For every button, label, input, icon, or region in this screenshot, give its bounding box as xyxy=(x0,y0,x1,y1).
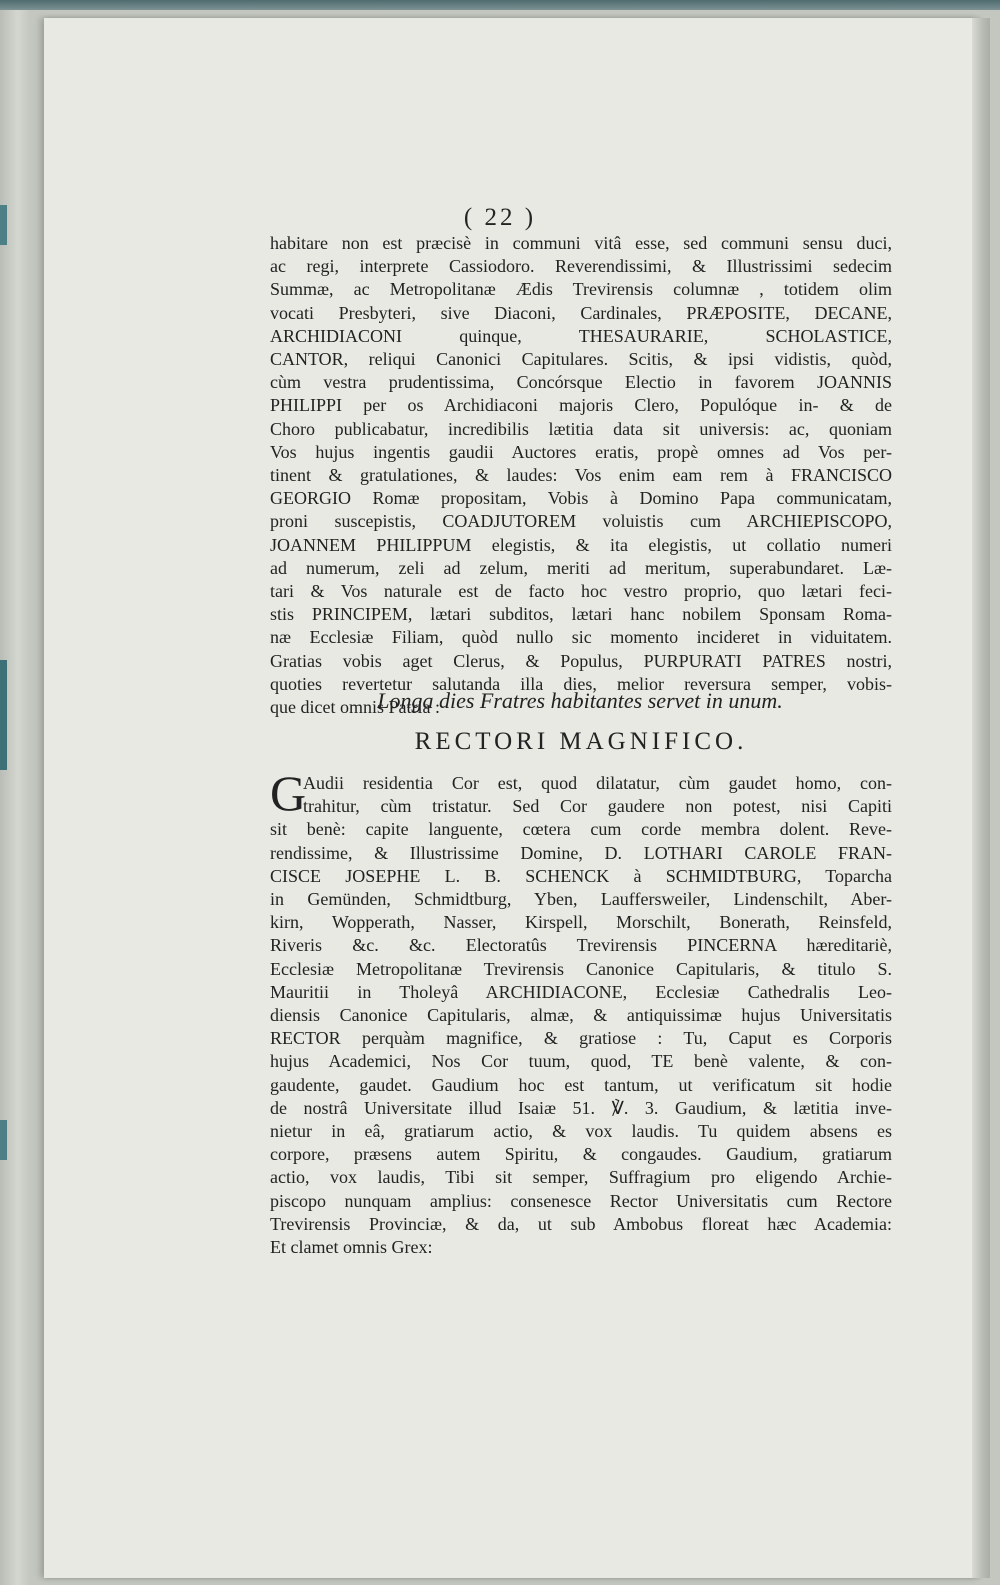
binding-edge-mark xyxy=(0,1120,7,1160)
section-heading: RECTORI MAGNIFICO. xyxy=(414,728,748,755)
text-line: JOANNEM PHILIPPUM elegistis, & ita elegistis, ut collatio numeri xyxy=(270,534,892,555)
text-line: Ecclesiæ Metropolitanæ Trevirensis Canonice Capitularis, & titulo S. xyxy=(270,958,892,979)
text-line: sit benè: capite languente, cœtera cum corde membra dolent. Reve- xyxy=(270,819,892,840)
text-line: piscopo nunquam amplius: consenesce Rector Universitatis cum Rectore xyxy=(270,1190,892,1211)
text-line: Audii residentia Cor est, quod dilatatur, cùm gaudet homo, con- xyxy=(303,773,892,793)
text-line: vocati Presbyteri, sive Diaconi, Cardinales, PRÆPOSITE, DECANE, xyxy=(270,302,892,323)
text-line: Et clamet omnis Grex: xyxy=(270,1237,433,1258)
text-line: hujus Academici, Nos Cor tuum, quod, TE benè valente, & con- xyxy=(270,1051,892,1072)
text-line: GEORGIO Romæ propositam, Vobis à Domino Papa communicatam, xyxy=(270,488,892,509)
text-line: CISCE JOSEPHE L. B. SCHENCK à SCHMIDTBURG, Toparcha xyxy=(270,865,892,886)
page-stack-edge xyxy=(972,18,990,1578)
text-line: diensis Canonice Capitularis, almæ, & antiquissimæ hujus Universitatis xyxy=(270,1005,892,1026)
drop-capital: G xyxy=(270,765,307,821)
text-line: corpore, præsens autem Spiritu, & congaudes. Gaudium, gratiarum xyxy=(270,1144,892,1165)
text-line: PHILIPPI per os Archidiaconi majoris Clero, Populóque in- & de xyxy=(270,395,892,416)
text-line: CANTOR, reliqui Canonici Capitulares. Scitis, & ipsi vidistis, quòd, xyxy=(270,349,892,370)
text-line: Mauritii in Tholeyâ ARCHIDIACONE, Ecclesiæ Cathedralis Leo- xyxy=(270,981,892,1002)
text-line: tinent & gratulationes, & laudes: Vos enim eam rem à FRANCISCO xyxy=(270,465,892,486)
text-line: Vos hujus ingentis gaudii Auctores eratis, propè omnes ad Vos per- xyxy=(270,441,892,462)
text-line: kirn, Wopperath, Nasser, Kirspell, Morschilt, Bonerath, Reinsfeld, xyxy=(270,912,892,933)
text-line: stis PRINCIPEM, lætari subditos, lætari hanc nobilem Sponsam Roma- xyxy=(270,604,892,625)
text-line: de nostrâ Universitate illud Isaiæ 51. ℣. 3. Gaudium, & lætitia inve- xyxy=(270,1097,892,1118)
text-line: Trevirensis Provinciæ, & da, ut sub Ambobus floreat hæc Academia: xyxy=(270,1213,892,1234)
text-line: trahitur, cùm tristatur. Sed Cor gaudere non potest, nisi Capiti xyxy=(303,796,892,817)
text-line: næ Ecclesiæ Filiam, quòd nullo sic momento incideret in viduitatem. xyxy=(270,627,892,648)
text-line: Summæ, ac Metropolitanæ Ædis Trevirensis columnæ , totidem olim xyxy=(270,279,892,300)
paragraph-communi-vita xyxy=(270,232,892,719)
text-line: tari & Vos naturale est de facto hoc vestro proprio, quo lætari feci- xyxy=(270,581,892,602)
text-line: ad numerum, zeli ad zelum, meriti ad meritum, superabundaret. Læ- xyxy=(270,557,892,578)
text-line: Gratias vobis aget Clerus, & Populus, PURPURATI PATRES nostri, xyxy=(270,650,892,671)
text-line: rendissime, & Illustrissime Domine, D. LOTHARI CAROLE FRAN- xyxy=(270,842,892,863)
text-line: nietur in eâ, gratiarum actio, & vox laudis. Tu quidem absens es xyxy=(270,1121,892,1142)
text-line: Choro publicabatur, incredibilis lætitia data sit universis: ac, quoniam xyxy=(270,418,892,439)
text-line: gaudente, gaudet. Gaudium hoc est tantum, ut verificatum sit hodie xyxy=(270,1074,892,1095)
book-cover-edge xyxy=(0,0,1000,10)
binding-edge-mark xyxy=(0,660,7,770)
text-line: ARCHIDIACONI quinque, THESAURARIE, SCHOLASTICE, xyxy=(270,325,892,346)
text-line: quoties revertetur salutanda illa dies, melior reversura semper, vobis- xyxy=(270,673,892,694)
text-line: RECTOR perquàm magnifice, & gratiose : Tu, Caput es Corporis xyxy=(270,1028,892,1049)
text-line: que dicet omnis Patria : xyxy=(270,697,440,718)
text-line: actio, vox laudis, Tibi sit semper, Suffragium pro eligendo Archie- xyxy=(270,1167,892,1188)
page-number: ( 22 ) xyxy=(463,204,537,231)
paragraph-rectori xyxy=(270,765,892,1259)
motto-line: Longa dies Fratres habitantes servet in unum. xyxy=(377,688,783,713)
text-line: Riveris &c. &c. Electoratûs Trevirensis PINCERNA hæreditariè, xyxy=(270,935,892,956)
text-line: proni suscepistis, COADJUTOREM voluistis cum ARCHIEPISCOPO, xyxy=(270,511,892,532)
text-line: ac regi, interprete Cassiodoro. Reverendissimi, & Illustrissimi sedecim xyxy=(270,256,892,277)
text-line: cùm vestra prudentissima, Concórsque Electio in favorem JOANNIS xyxy=(270,372,892,393)
text-line: in Gemünden, Schmidtburg, Yben, Lauffersweiler, Lindenschilt, Aber- xyxy=(270,889,892,910)
text-line: habitare non est præcisè in communi vitâ esse, sed communi sensu duci, xyxy=(270,233,892,253)
